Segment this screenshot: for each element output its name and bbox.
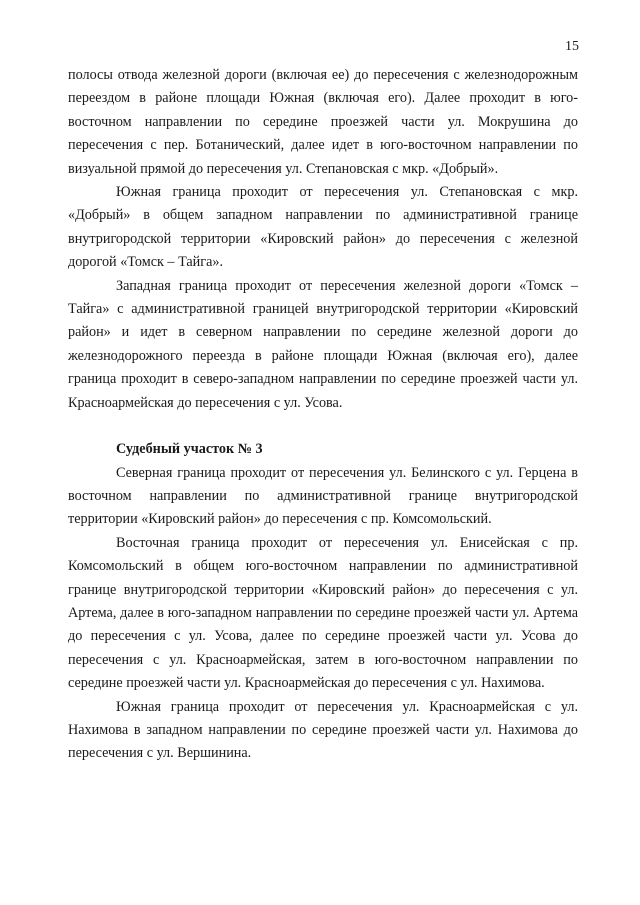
- paragraph-south-border-1: Южная граница проходит от пересечения ул. Степановская с мкр. «Добрый» в общем западном направлении по административной границе внутригородской территории «Кировский район» до пересечения с железной дорогой «Томск – Тайга».: [68, 184, 578, 271]
- paragraph-continuation: полосы отвода железной дороги (включая ее) до пересечения с железнодорожным переездом в районе площади Южная (включая его). Далее проходит в юго-восточном направлении по середине проезжей части ул. Мокрушина до пересечения с пер. Ботанический, далее идет в юго-восточном направлении по визуальной прямой до пересечения ул. Степановская с мкр. «Добрый».: [68, 67, 578, 177]
- paragraph-north-border-3: Северная граница проходит от пересечения ул. Белинского с ул. Герцена в восточном направлении по административной границе внутригородской территории «Кировский район» до пересечения с пр. Комсомольский.: [68, 464, 578, 528]
- paragraph-west-border-1: Западная граница проходит от пересечения железной дороги «Томск – Тайга» с административной границей внутригородской территории «Кировский район» и идет в северном направлении по середине железной дороги до железнодорожного переезда в районе площади Южная (включая его), далее граница проходит в северо-западном направлении по середине проезжей части ул. Красноармейская до пересечения с ул. Усова.: [68, 277, 578, 411]
- document-body: [68, 64, 578, 766]
- paragraph-east-border-3: Восточная граница проходит от пересечения ул. Енисейская с пр. Комсомольский в общем юго-восточном направлении по административной границе внутригородской территории «Кировский район» до пересечения с ул. Артема, далее в юго-западном направлении по середине проезжей части ул. Артема до пересечения с ул. Усова, далее по середине проезжей части ул. Усова до пересечения с ул. Красноармейская, затем в юго-восточном направлении по середине проезжей части ул. Красноармейская до пересечения с ул. Нахимова.: [68, 534, 578, 692]
- paragraph-south-border-3: Южная граница проходит от пересечения ул. Красноармейская с ул. Нахимова в западном направлении по середине проезжей части ул. Нахимова до пересечения с ул. Вершинина.: [68, 698, 578, 762]
- section-heading: Судебный участок № 3: [116, 441, 263, 458]
- section-spacer: [68, 415, 578, 438]
- page-number: 15: [565, 39, 579, 54]
